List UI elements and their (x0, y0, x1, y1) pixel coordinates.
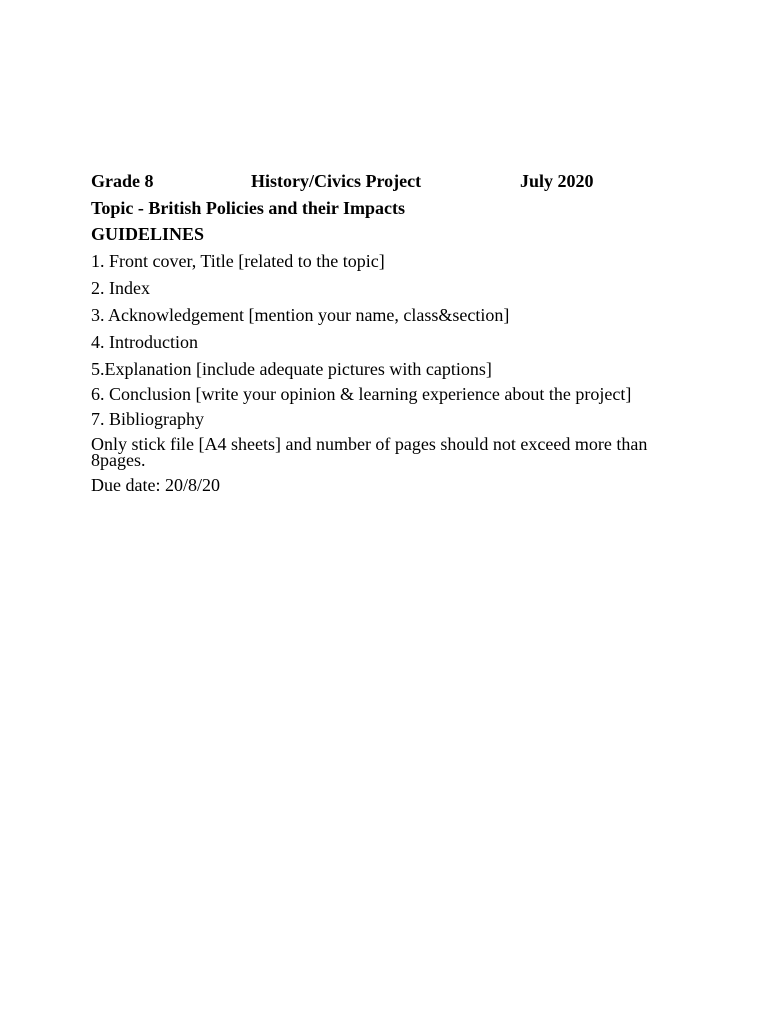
grade-label: Grade 8 (91, 171, 154, 191)
guideline-item-index: 2. Index (91, 278, 150, 298)
guideline-item-conclusion: 6. Conclusion [write your opinion & learning experience about the project] (91, 384, 632, 404)
guidelines-heading: GUIDELINES (91, 224, 205, 244)
guideline-item-front-cover: 1. Front cover, Title [related to the topic] (91, 251, 385, 271)
project-title: History/Civics Project (251, 171, 422, 191)
project-date: July 2020 (520, 171, 594, 191)
submission-note: Only stick file [A4 sheets] and number of pages should not exceed more than 8pages. (91, 434, 648, 470)
guideline-item-introduction: 4. Introduction (91, 332, 198, 352)
guideline-item-acknowledgement: 3. Acknowledgement [mention your name, class&section] (91, 305, 510, 325)
guideline-item-explanation: 5.Explanation [include adequate pictures with captions] (91, 359, 492, 379)
guideline-item-bibliography: 7. Bibliography (91, 409, 204, 429)
topic-heading: Topic - British Policies and their Impacts (91, 198, 406, 218)
document-body (91, 170, 691, 495)
due-date: Due date: 20/8/20 (91, 475, 220, 495)
document-header (91, 170, 691, 194)
